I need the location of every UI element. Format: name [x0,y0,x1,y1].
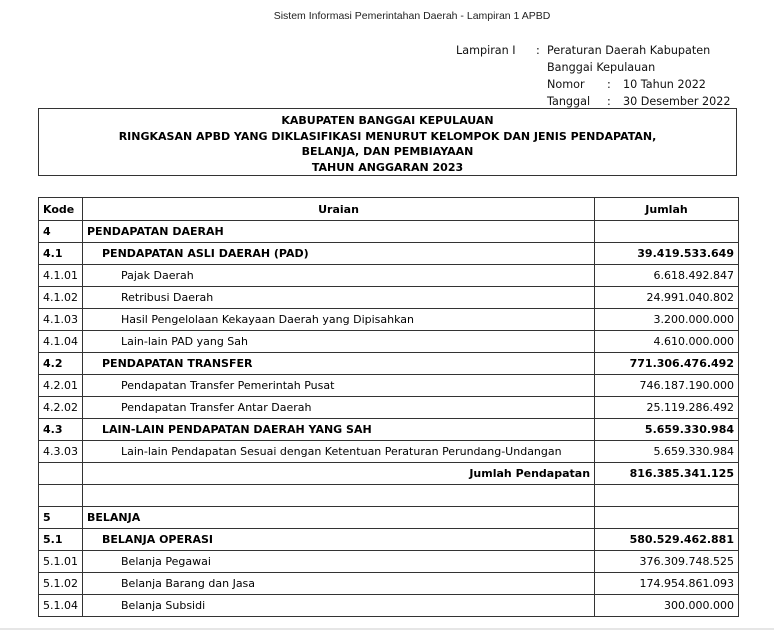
lampiran-label: Lampiran I [456,44,516,57]
cell-kode: 4.1.03 [39,309,83,331]
cell-kode: 4.2.02 [39,397,83,419]
cell-kode [39,463,83,485]
cell-uraian [83,485,595,507]
cell-jumlah [595,485,739,507]
cell-uraian: PENDAPATAN TRANSFER [83,353,595,375]
nomor-value: 10 Tahun 2022 [623,78,706,91]
cell-kode: 5.1.01 [39,551,83,573]
cell-jumlah: 4.610.000.000 [595,331,739,353]
cell-kode [39,485,83,507]
table-header-row [39,198,739,221]
cell-uraian: Belanja Subsidi [83,595,595,617]
lampiran-colon: : [536,44,540,57]
cell-jumlah: 5.659.330.984 [595,419,739,441]
cell-kode: 4.3 [39,419,83,441]
cell-uraian: PENDAPATAN DAERAH [83,221,595,243]
cell-uraian: Belanja Pegawai [83,551,595,573]
table-row [39,419,739,441]
total-row [39,463,739,485]
title-line-1: KABUPATEN BANGGAI KEPULAUAN [281,114,494,127]
cell-jumlah: 746.187.190.000 [595,375,739,397]
cell-kode: 5.1.02 [39,573,83,595]
document-title-box [38,108,737,176]
lampiran-line1: Peraturan Daerah Kabupaten [547,44,711,57]
cell-jumlah: 6.618.492.847 [595,265,739,287]
cell-kode: 4.2.01 [39,375,83,397]
cell-uraian: Lain-lain Pendapatan Sesuai dengan Ketentuan Peraturan Perundang-Undangan [83,441,595,463]
spacer-row [39,485,739,507]
cell-uraian: Pendapatan Transfer Antar Daerah [83,397,595,419]
cell-jumlah [595,221,739,243]
table-row [39,595,739,617]
cell-kode: 4.3.03 [39,441,83,463]
cell-uraian: PENDAPATAN ASLI DAERAH (PAD) [83,243,595,265]
lampiran-line2: Banggai Kepulauan [547,61,656,74]
cell-uraian: LAIN-LAIN PENDAPATAN DAERAH YANG SAH [83,419,595,441]
cell-jumlah: 24.991.040.802 [595,287,739,309]
cell-jumlah: 3.200.000.000 [595,309,739,331]
cell-jumlah: 771.306.476.492 [595,353,739,375]
cell-uraian: BELANJA [83,507,595,529]
tanggal-colon: : [607,95,611,108]
table-row [39,221,739,243]
table-row [39,529,739,551]
cell-kode: 4.1 [39,243,83,265]
title-line-4: TAHUN ANGGARAN 2023 [311,160,464,174]
cell-jumlah: 300.000.000 [595,595,739,617]
lampiran-block [456,42,731,110]
cell-kode: 4 [39,221,83,243]
cell-kode: 5 [39,507,83,529]
table-row [39,441,739,463]
page-header: Sistem Informasi Pemerintahan Daerah - Lampiran 1 APBD [273,10,551,22]
cell-jumlah: 39.419.533.649 [595,243,739,265]
cell-jumlah: 376.309.748.525 [595,551,739,573]
table-row [39,309,739,331]
cell-uraian: Pendapatan Transfer Pemerintah Pusat [83,375,595,397]
table-row [39,375,739,397]
title-line-3: BELANJA, DAN PEMBIAYAAN [301,145,474,158]
cell-jumlah: 174.954.861.093 [595,573,739,595]
cell-jumlah: 5.659.330.984 [595,441,739,463]
cell-uraian: Lain-lain PAD yang Sah [83,331,595,353]
tanggal-label: Tanggal [547,95,591,108]
header-kode: Kode [39,198,83,221]
cell-jumlah: 25.119.286.492 [595,397,739,419]
cell-uraian: Pajak Daerah [83,265,595,287]
table-row [39,551,739,573]
table-row [39,287,739,309]
cell-kode: 5.1 [39,529,83,551]
table-row [39,397,739,419]
nomor-colon: : [607,78,611,91]
cell-uraian: Hasil Pengelolaan Kekayaan Daerah yang Dipisahkan [83,309,595,331]
apbd-summary-table [38,197,739,617]
cell-jumlah [595,507,739,529]
header-jumlah: Jumlah [595,198,739,221]
table-row [39,507,739,529]
cell-kode: 5.1.04 [39,595,83,617]
table-row [39,353,739,375]
cell-kode: 4.1.04 [39,331,83,353]
total-label: Jumlah Pendapatan [83,463,595,485]
cell-kode: 4.2 [39,353,83,375]
nomor-label: Nomor [547,78,585,91]
cell-kode: 4.1.02 [39,287,83,309]
cell-uraian: Belanja Barang dan Jasa [83,573,595,595]
header-uraian: Uraian [83,198,595,221]
total-value: 816.385.341.125 [595,463,739,485]
table-row [39,573,739,595]
cell-uraian: Retribusi Daerah [83,287,595,309]
cell-jumlah: 580.529.462.881 [595,529,739,551]
tanggal-value: 30 Desember 2022 [623,95,731,108]
cell-uraian: BELANJA OPERASI [83,529,595,551]
title-line-2: RINGKASAN APBD YANG DIKLASIFIKASI MENURUT KELOMPOK DAN JENIS PENDAPATAN, [118,129,657,143]
table-row [39,331,739,353]
table-row [39,265,739,287]
cell-kode: 4.1.01 [39,265,83,287]
table-row [39,243,739,265]
